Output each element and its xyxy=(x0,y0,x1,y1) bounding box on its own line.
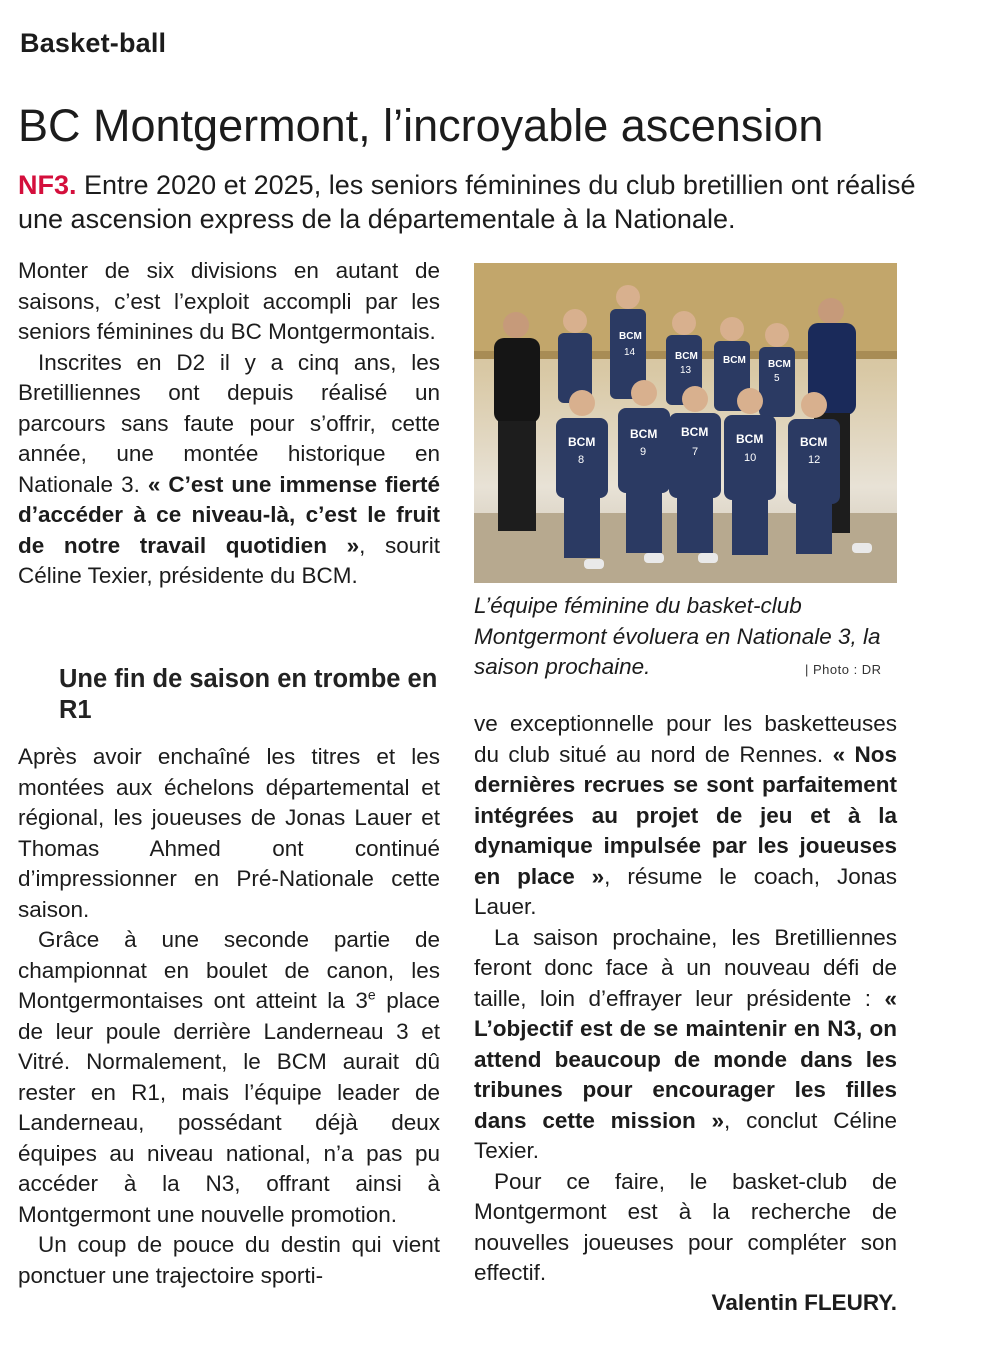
intro-p2-text: Inscrites en D2 il y a cinq ans, les Bretilliennes ont depuis réalisé un parcours sans faute pour s’offrir, cette année, une montée historique en Nationale 3. xyxy=(18,349,440,497)
section-column-left xyxy=(18,742,440,1291)
coach-quote: « Nos dernières recrues se sont parfaitement intégrées au projet de jeu et à la dynamique impulsée par les joueuses en place » xyxy=(474,741,897,889)
front-jersey-number-4: 10 xyxy=(744,452,757,464)
front-jersey-text-5: BCM xyxy=(800,435,828,449)
section-paragraph-4 xyxy=(474,923,897,1167)
photo-caption: L’équipe féminine du basket-club Montgermont évoluera en Nationale 3, la saison prochaine. xyxy=(474,593,881,679)
article-headline: BC Montgermont, l’incroyable ascension xyxy=(18,100,824,151)
section-column-right xyxy=(474,709,897,1289)
section-p2-text: Grâce à une seconde partie de championnat en boulet de canon, les Montgermontaises ont atteint la 3 xyxy=(18,927,440,1013)
section-paragraph-1: Après avoir enchaîné les titres et les montées aux échelons départemental et régional, les joueuses de Jonas Lauer et Thomas Ahmed ont continué d’impressionner en Pré-Nationale cette saison. xyxy=(18,744,440,922)
section-p3-end: , résume le coach, Jonas Lauer. xyxy=(474,863,897,919)
front-jersey-number-5: 12 xyxy=(808,454,821,466)
section-paragraph-3-start: Un coup de pouce du destin qui vient ponctuer une trajectoire sporti- xyxy=(18,1232,440,1288)
team-photo-illustration xyxy=(474,263,897,583)
team-photo xyxy=(474,263,897,583)
intro-quote: « C’est une immense fierté d’accéder à ce niveau-là, c’est le fruit de notre travail quotidien » xyxy=(18,471,440,558)
back-jersey-text-1: BCM xyxy=(619,331,642,342)
front-jersey-text-1: BCM xyxy=(568,435,596,449)
intro-p2-end: , sourit Céline Texier, présidente du BCM. xyxy=(18,532,441,588)
section-rubric: Basket-ball xyxy=(20,28,167,58)
front-jersey-number-3: 7 xyxy=(692,446,699,458)
section-p4-end: , conclut Céline Texier. xyxy=(474,1107,897,1163)
front-jersey-text-4: BCM xyxy=(736,432,764,446)
back-jersey-number-1: 14 xyxy=(624,347,636,358)
section-paragraph-3-end: ve exceptionnelle pour les basketteuses du club situé au nord de Rennes. « Nos dernières recrues se sont parfaitement intégrées au projet de jeu et à la dynamique impulsée par les joueuses en place », résume le coach, Jonas Lauer. xyxy=(474,711,897,919)
photo-credit: | Photo : DR xyxy=(805,662,882,677)
president-quote: « L’objectif est de se maintenir en N3, on attend beaucoup de monde dans les tribunes pour encourager les filles dans cette mission » xyxy=(474,985,897,1133)
deck-text: Entre 2020 et 2025, les seniors féminines du club bretillien ont réalisé une ascension express de la départementale à la Nationale. xyxy=(18,170,916,234)
front-jersey-text-3: BCM xyxy=(681,425,709,439)
back-jersey-number-3: 5 xyxy=(774,373,780,384)
intro-paragraph-2 xyxy=(18,348,440,592)
back-jersey-text-4: BCM xyxy=(768,359,791,370)
article-deck xyxy=(18,168,918,236)
author-byline: Valentin FLEURY. xyxy=(711,1290,897,1315)
section-paragraph-2 xyxy=(18,925,440,1230)
front-jersey-text-2: BCM xyxy=(630,427,658,441)
coach-left xyxy=(494,312,540,531)
section-paragraph-5: Pour ce faire, le basket-club de Montgermont est à la recherche de nouvelles joueuses pour compléter son effectif. xyxy=(474,1168,897,1285)
deck-tag: NF3. xyxy=(18,170,77,200)
ordinal-suffix: e xyxy=(367,986,376,1003)
subheading: Une fin de saison en trombe en R1 xyxy=(59,665,438,724)
back-jersey-number-2: 13 xyxy=(680,365,692,376)
front-jersey-number-1: 8 xyxy=(578,454,585,466)
back-jersey-text-3: BCM xyxy=(723,355,746,366)
front-row-players xyxy=(556,380,840,558)
section-p4-text: La saison prochaine, les Bretilliennes feront donc face à un nouveau défi de taille, loin d’effrayer leur présidente : xyxy=(474,924,897,1011)
intro-column xyxy=(18,256,440,592)
front-jersey-number-2: 9 xyxy=(640,446,647,458)
intro-paragraph-1: Monter de six divisions en autant de saisons, c’est l’exploit accompli par les seniors féminines du BC Montgermontais. xyxy=(18,258,440,344)
section-p2-end: place de leur poule derrière Landerneau 3 et Vitré. Normalement, le BCM aurait dû rester en R1, mais l’équipe leader de Landerneau, possédant déjà deux équipes au niveau national, n’a pas pu accéder à la N3, offrant ainsi à Montgermont une nouvelle promotion. xyxy=(18,988,440,1227)
back-jersey-text-2: BCM xyxy=(675,351,698,362)
